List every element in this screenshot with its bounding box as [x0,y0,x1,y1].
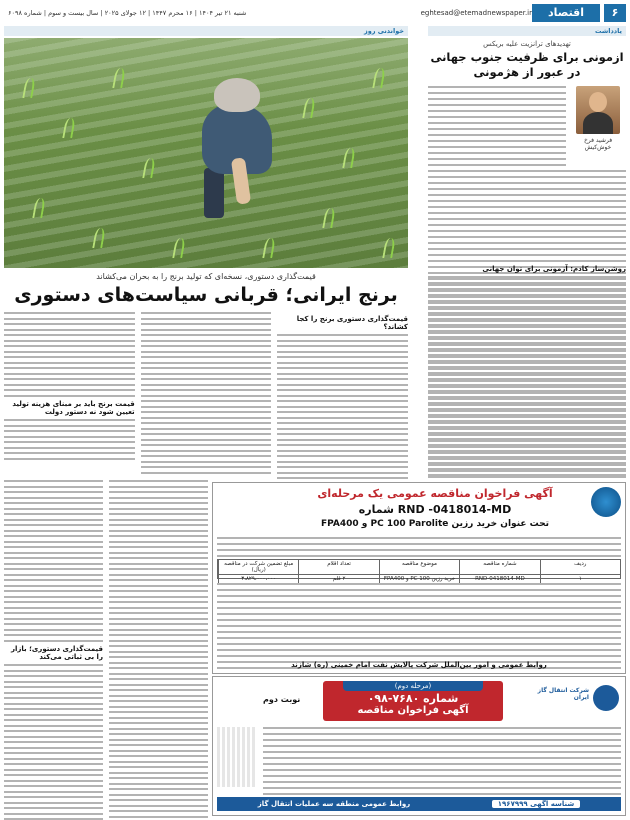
date-line: شنبه ۲۱ تیر ۱۴۰۴ | ۱۶ محرم ۱۴۴۷ | ۱۲ جولای ۲۰۲۵ | سال بیست و سوم | شماره ۶۰۹۸ [8,9,247,17]
page-header [4,4,626,22]
tender-table [217,559,621,582]
page-number: ۶ [604,4,626,22]
tender-details-text [217,583,621,673]
article-column-3 [4,312,135,480]
publication-turn: نوبت دوم [263,695,301,704]
main-column-header: خواندنی روز [4,26,408,36]
article-subheading-1: قیمت‌گذاری دستوری برنج را کجا کشاند؟ [296,315,408,331]
table-header-cell: شماره مناقصه [459,560,539,574]
table-header-cell: ردیف [540,560,620,574]
author-box [570,86,626,152]
continuation-column-2 [4,480,103,820]
author-avatar [576,86,620,134]
gas-company-name: شرکت انتقال گاز ایران [537,687,589,701]
site-email: eghtesad@etemadnewspaper.ir [420,9,532,17]
opinion-title: ازمونی برای ظرفیت جنوب جهانی در عبور از هژمونی [430,50,624,79]
table-header-cell: مبلغ تضمین شرکت در مناقصه (ریال) [218,560,298,574]
right-column-header: یادداشت [428,26,626,36]
table-header-cell: موضوع مناقصه [379,560,459,574]
table-cell: ۱ [540,575,620,583]
tender-table-header [218,560,620,575]
lead-title: برنج ایرانی؛ قربانی سیاست‌های دستوری [14,284,398,306]
tender-title: آگهی فراخوان مناقصه عمومی یک مرحله‌ای [317,487,553,500]
table-cell: RND-0418014-MD [459,575,539,583]
tender-footer: روابط عمومی و امور بین‌الملل شرکت پالایش نفت امام خمینی (ره) شازند [291,661,547,669]
lead-article-body [4,312,408,480]
banner-stage: (مرحله دوم) [343,681,483,691]
article-subheading-2: قیمت برنج باید بر مبنای هزینه تولید تعیین شود نه دستور دولت [12,400,135,416]
lead-kicker: قیمت‌گذاری دستوری، نسخه‌ای که تولید برنج را به بحران می‌کشاند [96,272,316,281]
tender-advertisement [212,482,626,674]
farmer-figure [194,78,284,228]
banner-number: شماره ۷۶۸۰-۰۹۸ [367,692,459,705]
table-header-cell: تعداد اقلام [298,560,378,574]
tender-number: RND -0418014-MD شماره [358,503,512,516]
opinion-sub-heading: روشن‌ساز کادم: آزمونی برای توان جهانی [482,265,626,273]
gas-tender-banner [323,681,503,721]
table-cell: خرید رزین PC 100 و FPA400 [379,575,459,583]
article-column-2 [141,312,272,480]
banner-title: آگهی فراخوان مناقصه [357,705,469,716]
table-cell: ۲ قلم [298,575,378,583]
section-label: اقتصاد [532,4,600,22]
tender-intro-text [217,537,621,561]
table-cell: ۳،۸۲۹،۰۰۰،۰۰۰ [218,575,298,583]
gas-company-logo-icon [593,685,619,711]
tender-subtitle: تحت عنوان خرید رزین PC 100 Parolite و FPA400 [320,519,550,529]
refinery-logo-icon [591,487,621,517]
gas-tender-advertisement [212,676,626,816]
gas-tender-footer [217,797,621,811]
opinion-article [428,38,626,286]
gas-footer-text: روابط عمومی منطقه سه عملیات انتقال گاز [257,800,411,808]
article-subheading-3: قیمت‌گذاری دستوری؛ بازار را بی ثباتی می‌کند [10,645,103,661]
opinion-kicker: تهدیدهای ترانزیت علیه بریکس [483,40,571,48]
rice-field-photo [4,38,408,268]
table-row [218,575,620,583]
gas-tender-text [263,727,621,805]
author-name: فرشید فرخ خوش‌کیش [583,137,613,151]
opinion-sub-section [428,262,626,480]
lead-article-continuation [4,480,208,820]
qr-code-icon [217,727,257,787]
article-column-1 [277,312,408,480]
continuation-column-1 [109,480,208,820]
opinion-text-top [428,86,566,166]
ad-id: شناسه آگهی ۱۹۶۷۹۹۹ [492,800,580,808]
